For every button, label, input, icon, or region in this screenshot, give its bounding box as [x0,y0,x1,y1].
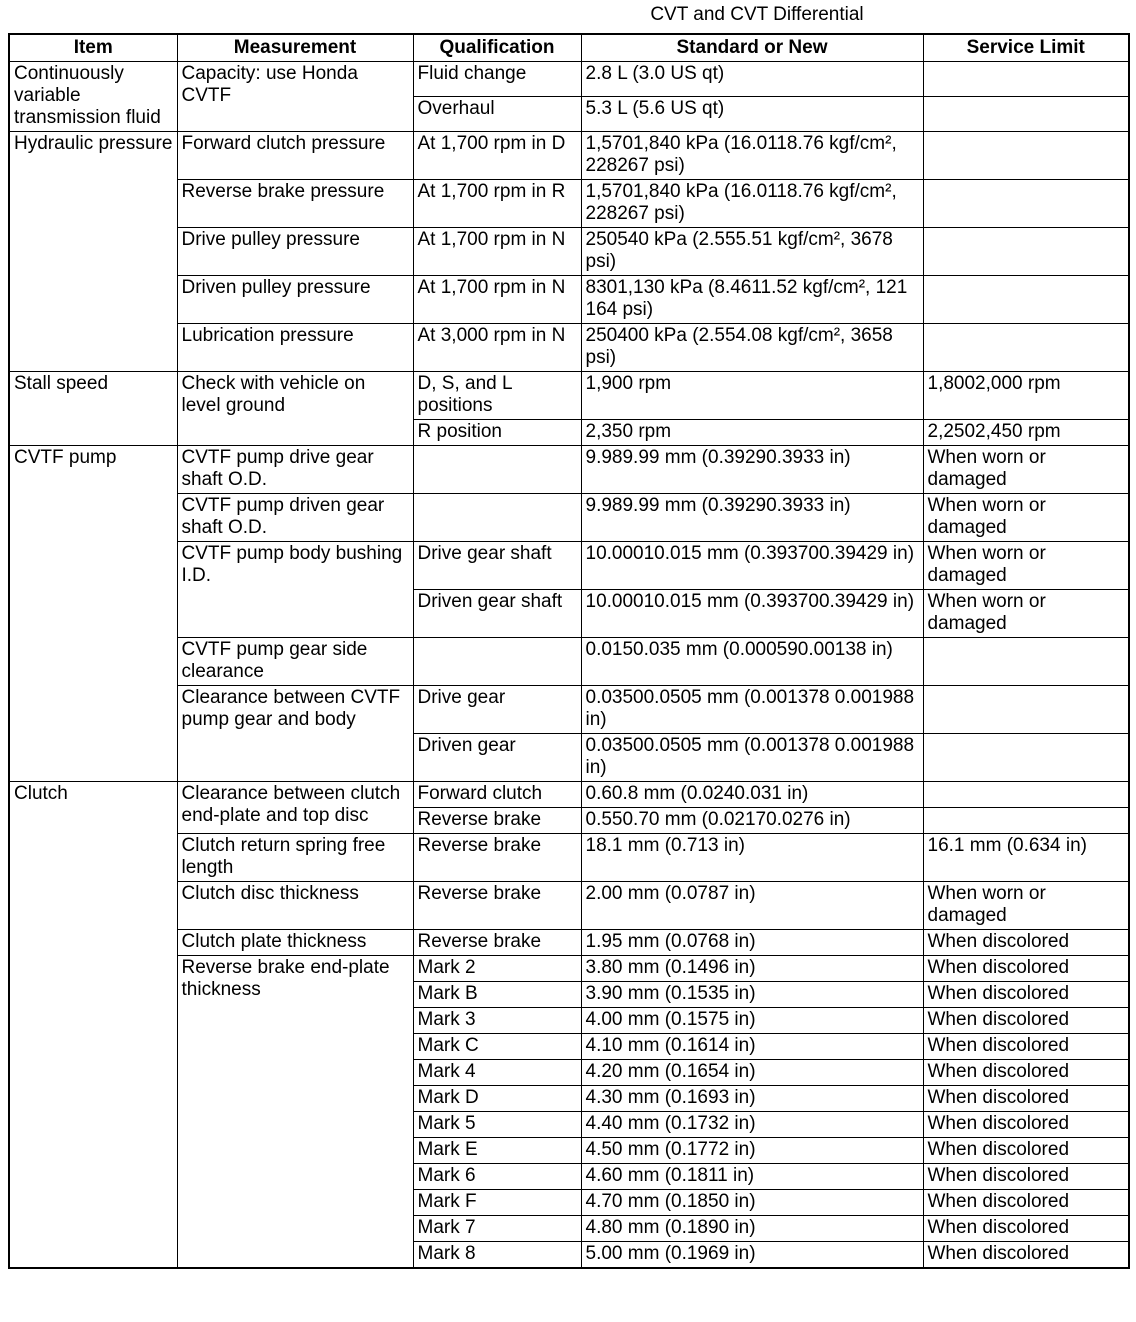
cell-measurement: Clearance between clutch end-plate and top disc [177,782,413,834]
cell-service: When worn or damaged [923,882,1129,930]
cell-service: When worn or damaged [923,494,1129,542]
cell-measurement: CVTF pump driven gear shaft O.D. [177,494,413,542]
cell-standard: 2.8 L (3.0 US qt) [581,62,923,97]
cell-item: Hydraulic pressure [9,132,177,372]
table-row [9,494,1129,542]
cell-service: When discolored [923,1112,1129,1138]
cell-service: When discolored [923,1008,1129,1034]
cell-service [923,97,1129,132]
table-row [9,372,1129,420]
table-row [9,132,1129,180]
table-row [9,542,1129,590]
cell-service [923,782,1129,808]
cell-qualification: Drive gear shaft [413,542,581,590]
cell-qualification: Mark 4 [413,1060,581,1086]
cell-standard: 8301,130 kPa (8.4611.52 kgf/cm², 121 164 psi) [581,276,923,324]
cell-service: When discolored [923,1164,1129,1190]
header-standard-or-new: Standard or New [581,34,923,62]
cell-standard: 3.90 mm (0.1535 in) [581,982,923,1008]
cell-service: When discolored [923,1216,1129,1242]
cell-qualification [413,638,581,686]
cell-service: When discolored [923,956,1129,982]
cell-service [923,808,1129,834]
cell-qualification: Mark F [413,1190,581,1216]
cell-qualification: At 1,700 rpm in N [413,228,581,276]
cell-qualification [413,494,581,542]
header-qualification: Qualification [413,34,581,62]
cell-measurement: Clutch plate thickness [177,930,413,956]
cell-qualification: Reverse brake [413,930,581,956]
cell-standard: 10.00010.015 mm (0.393700.39429 in) [581,542,923,590]
cell-measurement: CVTF pump drive gear shaft O.D. [177,446,413,494]
cell-service: When worn or damaged [923,542,1129,590]
cell-standard: 2,350 rpm [581,420,923,446]
cell-standard: 0.03500.0505 mm (0.001378 0.001988 in) [581,734,923,782]
cell-standard: 9.989.99 mm (0.39290.3933 in) [581,446,923,494]
cell-measurement: CVTF pump gear side clearance [177,638,413,686]
cell-measurement: Forward clutch pressure [177,132,413,180]
cell-qualification: R position [413,420,581,446]
page-title: CVT and CVT Differential [650,4,864,25]
cell-qualification: At 1,700 rpm in D [413,132,581,180]
cell-service: When discolored [923,1190,1129,1216]
cell-qualification: Mark 6 [413,1164,581,1190]
cell-standard: 4.60 mm (0.1811 in) [581,1164,923,1190]
cell-service [923,734,1129,782]
cell-standard: 1,5701,840 kPa (16.0118.76 kgf/cm², 228267 psi) [581,132,923,180]
cell-qualification: At 3,000 rpm in N [413,324,581,372]
header-item: Item [9,34,177,62]
cell-standard: 4.10 mm (0.1614 in) [581,1034,923,1060]
cell-service: 2,2502,450 rpm [923,420,1129,446]
cell-qualification: At 1,700 rpm in R [413,180,581,228]
cell-qualification: Fluid change [413,62,581,97]
cell-standard: 4.00 mm (0.1575 in) [581,1008,923,1034]
cell-service [923,132,1129,180]
cell-item: Continuously variable transmission fluid [9,62,177,132]
cell-qualification: Mark 8 [413,1242,581,1269]
cell-measurement: Drive pulley pressure [177,228,413,276]
cell-qualification: D, S, and L positions [413,372,581,420]
cell-service [923,62,1129,97]
cell-standard: 250400 kPa (2.554.08 kgf/cm², 3658 psi) [581,324,923,372]
cell-standard: 0.550.70 mm (0.02170.0276 in) [581,808,923,834]
cell-service: When discolored [923,982,1129,1008]
cell-service [923,228,1129,276]
cell-measurement: Clutch disc thickness [177,882,413,930]
cell-measurement: CVTF pump body bushing I.D. [177,542,413,638]
cell-qualification: Reverse brake [413,808,581,834]
cell-measurement: Capacity: use Honda CVTF [177,62,413,132]
cell-measurement: Driven pulley pressure [177,276,413,324]
cell-standard: 9.989.99 mm (0.39290.3933 in) [581,494,923,542]
cell-measurement: Clutch return spring free length [177,834,413,882]
cell-qualification: Driven gear [413,734,581,782]
cell-service [923,638,1129,686]
table-row [9,834,1129,882]
cell-standard: 5.00 mm (0.1969 in) [581,1242,923,1269]
header-measurement: Measurement [177,34,413,62]
table-row [9,956,1129,982]
table-row [9,638,1129,686]
cell-service: When worn or damaged [923,590,1129,638]
cell-standard: 1,5701,840 kPa (16.0118.76 kgf/cm², 228267 psi) [581,180,923,228]
cell-standard: 0.0150.035 mm (0.000590.00138 in) [581,638,923,686]
cell-standard: 4.80 mm (0.1890 in) [581,1216,923,1242]
cell-measurement: Reverse brake end-plate thickness [177,956,413,1269]
cell-standard: 1.95 mm (0.0768 in) [581,930,923,956]
cell-qualification: Mark 7 [413,1216,581,1242]
cell-standard: 1,900 rpm [581,372,923,420]
spec-table [8,33,1130,1269]
cell-service: When discolored [923,930,1129,956]
table-row [9,686,1129,734]
cell-qualification: Reverse brake [413,834,581,882]
cell-qualification: Mark 2 [413,956,581,982]
cell-qualification: Mark E [413,1138,581,1164]
cell-qualification: Overhaul [413,97,581,132]
cell-qualification: Driven gear shaft [413,590,581,638]
header-service-limit: Service Limit [923,34,1129,62]
cell-qualification: At 1,700 rpm in N [413,276,581,324]
cell-standard: 4.50 mm (0.1772 in) [581,1138,923,1164]
cell-qualification: Mark 3 [413,1008,581,1034]
cell-service: When discolored [923,1060,1129,1086]
cell-standard: 4.30 mm (0.1693 in) [581,1086,923,1112]
table-row [9,276,1129,324]
cell-service [923,276,1129,324]
cell-standard: 10.00010.015 mm (0.393700.39429 in) [581,590,923,638]
cell-service [923,324,1129,372]
cell-measurement: Clearance between CVTF pump gear and body [177,686,413,782]
table-row [9,324,1129,372]
cell-item: Clutch [9,782,177,1269]
cell-measurement: Lubrication pressure [177,324,413,372]
cell-standard: 4.40 mm (0.1732 in) [581,1112,923,1138]
cell-qualification [413,446,581,494]
table-row [9,62,1129,97]
table-row [9,446,1129,494]
cell-service: When discolored [923,1138,1129,1164]
cell-standard: 0.03500.0505 mm (0.001378 0.001988 in) [581,686,923,734]
cell-service: When discolored [923,1086,1129,1112]
cell-qualification: Mark B [413,982,581,1008]
table-header-row [9,34,1129,62]
table-row [9,180,1129,228]
cell-standard: 4.20 mm (0.1654 in) [581,1060,923,1086]
cell-qualification: Drive gear [413,686,581,734]
cell-item: CVTF pump [9,446,177,782]
cell-measurement: Reverse brake pressure [177,180,413,228]
cell-standard: 0.60.8 mm (0.0240.031 in) [581,782,923,808]
cell-standard: 4.70 mm (0.1850 in) [581,1190,923,1216]
cell-standard: 2.00 mm (0.0787 in) [581,882,923,930]
cell-standard: 5.3 L (5.6 US qt) [581,97,923,132]
cell-standard: 18.1 mm (0.713 in) [581,834,923,882]
cell-qualification: Mark 5 [413,1112,581,1138]
cell-measurement: Check with vehicle on level ground [177,372,413,446]
cell-service: When worn or damaged [923,446,1129,494]
cell-service: 16.1 mm (0.634 in) [923,834,1129,882]
cell-standard: 3.80 mm (0.1496 in) [581,956,923,982]
cell-service [923,180,1129,228]
table-row [9,882,1129,930]
table-row [9,930,1129,956]
cell-qualification: Reverse brake [413,882,581,930]
cell-service: When discolored [923,1242,1129,1269]
cell-standard: 250540 kPa (2.555.51 kgf/cm², 3678 psi) [581,228,923,276]
cell-qualification: Forward clutch [413,782,581,808]
cell-service: 1,8002,000 rpm [923,372,1129,420]
cell-qualification: Mark D [413,1086,581,1112]
table-row [9,228,1129,276]
cell-qualification: Mark C [413,1034,581,1060]
spec-table-body [9,62,1129,1269]
cell-item: Stall speed [9,372,177,446]
cell-service [923,686,1129,734]
cell-service: When discolored [923,1034,1129,1060]
table-row [9,782,1129,808]
